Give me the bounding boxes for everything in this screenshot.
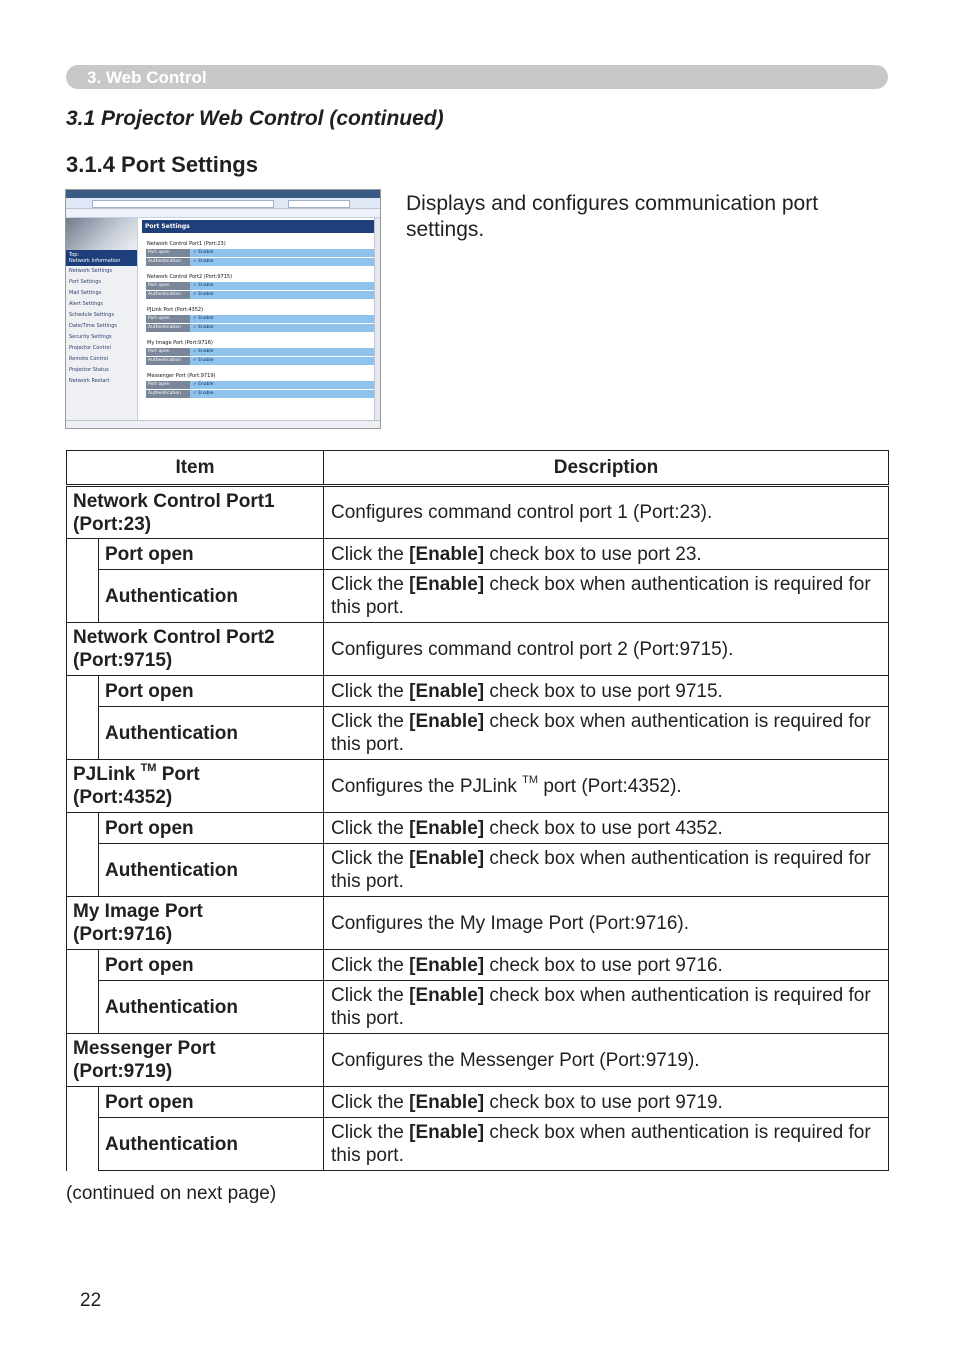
description-part: Click the <box>331 817 410 839</box>
sub-item-authentication: Authentication <box>99 1118 324 1171</box>
continued-note: (continued on next page) <box>66 1183 277 1204</box>
item-description <box>324 897 889 950</box>
sub-item-authentication: Authentication <box>99 844 324 897</box>
description-part: check box to use port 23. <box>484 543 702 565</box>
sub-item-port-open: Port open <box>99 1087 324 1118</box>
screenshot-row-label: Port open <box>146 348 190 356</box>
screenshot-group-title: Network Control Port2 (Port:9715) <box>147 274 233 280</box>
description-text: Configures command control port 1 (Port:23). <box>331 502 713 523</box>
description-text: Configures command control port 2 (Port:9715). <box>331 638 734 660</box>
browser-favorites-bar <box>66 209 380 218</box>
description-part: Click the <box>331 574 410 595</box>
screenshot-sidebar-item: Network Settings <box>69 268 112 274</box>
table-row <box>67 486 889 539</box>
indent-cell <box>67 950 99 1034</box>
item-description <box>324 486 889 539</box>
screenshot-enable-checkbox: ✓ Enable <box>190 390 374 398</box>
screenshot-auth-row <box>146 291 374 299</box>
screenshot-row-label: Port open <box>146 315 190 323</box>
screenshot-main-panel <box>142 220 374 420</box>
authentication-description <box>324 844 889 897</box>
enable-label: [Enable] <box>409 817 485 839</box>
port-settings-table <box>66 450 889 1171</box>
item-name <box>67 486 324 539</box>
enable-label: [Enable] <box>409 954 485 976</box>
description-part: check box when authentication is required for this port. <box>331 848 871 892</box>
screenshot-group-title: PJLink Port (Port:4352) <box>147 307 204 313</box>
enable-label: [Enable] <box>409 1122 485 1143</box>
screenshot-sidebar-item: Security Settings <box>69 334 112 340</box>
description-part: Click the <box>331 543 410 565</box>
chapter-banner <box>66 65 888 89</box>
sidebar-top-item: Top: Network Information <box>66 250 137 266</box>
intro-text: Displays and configures communication port settings. <box>406 192 819 241</box>
description-part: Click the <box>331 1122 410 1143</box>
item-name-line: My Image Port <box>73 901 203 922</box>
screenshot-enable-checkbox: ✓ Enable <box>190 381 374 389</box>
screenshot-row-label: Port open <box>146 282 190 290</box>
item-name-line: Network Control Port1 <box>73 490 275 512</box>
item-name <box>67 1034 324 1087</box>
screenshot-enable-checkbox: ✓ Enable <box>190 258 374 266</box>
item-name-part: Port <box>156 764 200 785</box>
description-part: check box to use port 9715. <box>484 680 723 702</box>
screenshot-sidebar-item: Mail Settings <box>69 290 102 296</box>
screenshot-port-open-row <box>146 381 374 389</box>
description-part: port (Port:4352). <box>538 775 682 797</box>
trademark-mark: TM <box>522 773 539 786</box>
screenshot-sidebar-item: Alert Settings <box>69 301 103 307</box>
enable-label: [Enable] <box>409 1091 485 1113</box>
item-port-line: (Port:9719) <box>73 1061 173 1082</box>
item-name <box>67 623 324 676</box>
screenshot-sidebar-item: Projector Control <box>69 345 111 351</box>
screenshot-auth-row <box>146 357 374 365</box>
screenshot-enable-checkbox: ✓ Enable <box>190 357 374 365</box>
port-settings-screenshot <box>65 189 381 429</box>
screenshot-sidebar-item: Schedule Settings <box>69 312 115 318</box>
authentication-description <box>324 707 889 760</box>
table-row <box>67 1118 889 1171</box>
screenshot-enable-checkbox: ✓ Enable <box>190 291 374 299</box>
item-port-line: (Port:9715) <box>73 650 173 671</box>
section-title: 3.1 Projector Web Control (continued) <box>66 107 444 130</box>
screenshot-row-label: Port open <box>146 249 190 257</box>
indent-cell <box>67 813 99 897</box>
table-row <box>67 981 889 1034</box>
item-port-line: (Port:9716) <box>73 924 173 945</box>
description-part: check box when authentication is required for this port. <box>331 985 871 1029</box>
trademark-mark: TM <box>140 762 157 774</box>
item-description <box>324 1034 889 1087</box>
screenshot-enable-checkbox: ✓ Enable <box>190 249 374 257</box>
description-text: Configures the My Image Port (Port:9716). <box>331 912 689 934</box>
description-part: Click the <box>331 711 410 732</box>
enable-label: [Enable] <box>409 848 485 869</box>
description-part: check box to use port 4352. <box>484 817 723 839</box>
authentication-description <box>324 570 889 623</box>
column-header-item: Item <box>67 451 324 486</box>
screenshot-row-label: Authentication <box>146 390 190 398</box>
table-row <box>67 539 889 570</box>
table-row <box>67 844 889 897</box>
browser-address-bar <box>66 198 380 209</box>
table-row <box>67 897 889 950</box>
screenshot-header: Port Settings <box>142 220 374 233</box>
screenshot-enable-checkbox: ✓ Enable <box>190 324 374 332</box>
screenshot-scrollbar <box>374 218 380 420</box>
screenshot-row-label: Authentication <box>146 291 190 299</box>
port-open-description <box>324 813 889 844</box>
chapter-label: 3. Web Control <box>87 68 207 87</box>
item-port-line: (Port:23) <box>73 513 152 535</box>
description-part: check box to use port 9716. <box>484 954 723 976</box>
projector-logo-image <box>66 218 137 250</box>
table-row <box>67 1087 889 1118</box>
screenshot-port-open-row <box>146 249 374 257</box>
indent-cell <box>67 676 99 760</box>
sub-item-authentication: Authentication <box>99 981 324 1034</box>
description-part: Click the <box>331 1091 410 1113</box>
screenshot-sidebar-item: Port Settings <box>69 279 102 285</box>
column-header-description: Description <box>324 451 889 486</box>
item-name <box>67 760 324 813</box>
screenshot-row-label: Authentication <box>146 324 190 332</box>
description-part: Click the <box>331 680 410 702</box>
screenshot-sidebar-item: Remote Control <box>69 356 108 362</box>
authentication-description <box>324 1118 889 1171</box>
sub-item-authentication: Authentication <box>99 570 324 623</box>
table-row <box>67 623 889 676</box>
sub-item-authentication: Authentication <box>99 707 324 760</box>
screenshot-enable-checkbox: ✓ Enable <box>190 315 374 323</box>
description-part: check box when authentication is required for this port. <box>331 1122 871 1166</box>
sub-item-port-open: Port open <box>99 539 324 570</box>
screenshot-status-bar <box>66 420 380 428</box>
table-row <box>67 950 889 981</box>
page-number: 22 <box>80 1290 102 1311</box>
screenshot-port-open-row <box>146 315 374 323</box>
port-open-description <box>324 676 889 707</box>
screenshot-sidebar-item: Network Restart <box>69 378 110 384</box>
screenshot-group-title: My Image Port (Port:9716) <box>147 340 213 346</box>
screenshot-group-title: Messenger Port (Port:9719) <box>147 373 216 379</box>
screenshot-sidebar-item: Date/Time Settings <box>69 323 117 329</box>
screenshot-auth-row <box>146 390 374 398</box>
port-open-description <box>324 950 889 981</box>
table-row <box>67 813 889 844</box>
item-name <box>67 897 324 950</box>
indent-cell <box>67 1087 99 1171</box>
item-port-line: (Port:4352) <box>73 787 173 808</box>
description-part: Click the <box>331 848 410 869</box>
browser-titlebar <box>66 190 380 198</box>
screenshot-row-label: Authentication <box>146 258 190 266</box>
screenshot-sidebar <box>66 218 138 420</box>
screenshot-port-open-row <box>146 348 374 356</box>
enable-label: [Enable] <box>409 680 485 702</box>
item-description <box>324 760 889 813</box>
sub-item-port-open: Port open <box>99 813 324 844</box>
item-name-line: Network Control Port2 <box>73 627 275 648</box>
enable-label: [Enable] <box>409 543 485 565</box>
description-text: Configures the Messenger Port (Port:9719). <box>331 1049 700 1071</box>
description-part: Click the <box>331 954 410 976</box>
screenshot-enable-checkbox: ✓ Enable <box>190 282 374 290</box>
subsection-title: 3.1.4 Port Settings <box>66 152 258 177</box>
table-row <box>67 676 889 707</box>
table-row <box>67 760 889 813</box>
enable-label: [Enable] <box>409 711 485 732</box>
item-name-part: PJLink <box>73 764 141 785</box>
description-part: check box when authentication is required for this port. <box>331 574 871 618</box>
screenshot-group-title: Network Control Port1 (Port:23) <box>147 241 226 247</box>
table-row <box>67 570 889 623</box>
authentication-description <box>324 981 889 1034</box>
enable-label: [Enable] <box>409 985 485 1006</box>
item-name-line: Messenger Port <box>73 1038 216 1059</box>
sub-item-port-open: Port open <box>99 676 324 707</box>
indent-cell <box>67 539 99 623</box>
enable-label: [Enable] <box>409 574 485 595</box>
description-part: Click the <box>331 985 410 1006</box>
description-part: Configures the PJLink <box>331 775 523 797</box>
screenshot-port-open-row <box>146 282 374 290</box>
screenshot-auth-row <box>146 258 374 266</box>
table-row <box>67 1034 889 1087</box>
screenshot-enable-checkbox: ✓ Enable <box>190 348 374 356</box>
description-part: check box to use port 9719. <box>484 1091 723 1113</box>
port-open-description <box>324 539 889 570</box>
screenshot-auth-row <box>146 324 374 332</box>
table-row <box>67 707 889 760</box>
port-open-description <box>324 1087 889 1118</box>
item-description <box>324 623 889 676</box>
description-part: check box when authentication is required for this port. <box>331 711 871 755</box>
screenshot-row-label: Port open <box>146 381 190 389</box>
sub-item-port-open: Port open <box>99 950 324 981</box>
screenshot-row-label: Authentication <box>146 357 190 365</box>
screenshot-sidebar-item: Projector Status <box>69 367 109 373</box>
